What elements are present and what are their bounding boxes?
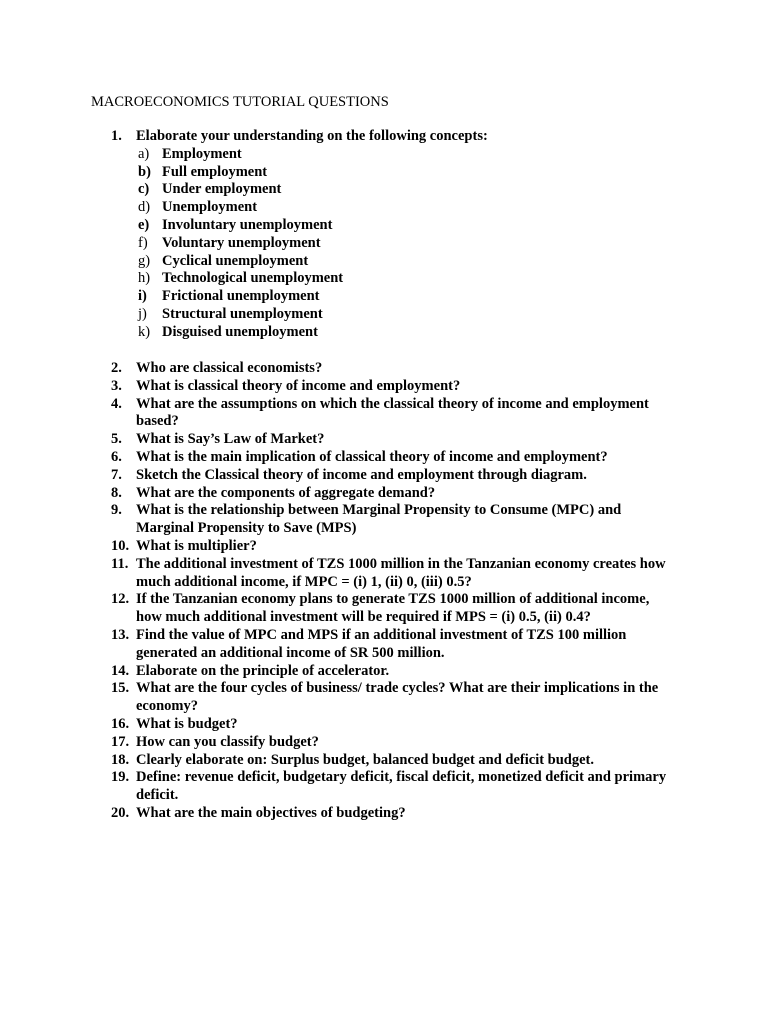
concept-letter: a) <box>138 145 150 162</box>
concept-text: Full employment <box>162 163 268 180</box>
question-number: 12. <box>111 591 130 608</box>
concept-text: Under employment <box>162 181 282 198</box>
concept-letter: h) <box>138 270 151 287</box>
concept-text: Structural unemployment <box>162 305 323 322</box>
question-item <box>111 538 711 556</box>
question-text: What is the main implication of classical theory of income and employment? <box>136 448 608 465</box>
concept-text: Frictional unemployment <box>162 288 320 305</box>
concept-item <box>138 217 711 235</box>
question-number: 2. <box>111 360 122 376</box>
concept-text: Cyclical unemployment <box>162 252 309 269</box>
question-item <box>111 663 711 681</box>
question-number: 19. <box>111 769 130 786</box>
question-item <box>111 502 711 538</box>
document-title: MACROECONOMICS TUTORIAL QUESTIONS <box>91 94 389 110</box>
question-number: 4. <box>111 395 122 412</box>
question-number: 14. <box>111 662 130 679</box>
question-text: What are the main objectives of budgeting? <box>136 804 406 821</box>
concept-item <box>138 288 711 306</box>
concept-letter: j) <box>138 305 147 322</box>
concept-item <box>138 306 711 324</box>
concept-list <box>138 146 711 342</box>
question-number: 5. <box>111 431 122 448</box>
concept-item <box>138 146 711 164</box>
concept-letter: e) <box>138 216 150 233</box>
question-number: 8. <box>111 484 122 501</box>
concept-item <box>138 253 711 271</box>
question-item <box>111 449 711 467</box>
question-text: If the Tanzanian economy plans to generate TZS 1000 million of additional income, how much additional investment will be required if MPS = (i) 0.5, (ii) 0.4? <box>136 591 650 626</box>
concept-item <box>138 164 711 182</box>
question-text: Clearly elaborate on: Surplus budget, balanced budget and deficit budget. <box>136 751 595 768</box>
question-number: 7. <box>111 466 122 483</box>
question-number: 18. <box>111 751 130 768</box>
concept-item <box>138 270 711 288</box>
question-item <box>111 805 711 823</box>
question-text: The additional investment of TZS 1000 million in the Tanzanian economy creates how much additional income, if MPC = (i) 1, (ii) 0, (iii) 0.5? <box>136 555 666 590</box>
question-number: 10. <box>111 537 130 554</box>
concept-letter: k) <box>138 323 151 340</box>
question-text: What are the components of aggregate demand? <box>136 484 436 501</box>
question-text: Elaborate your understanding on the following concepts: <box>136 128 488 144</box>
question-number: 9. <box>111 502 122 519</box>
question-text: What are the assumptions on which the classical theory of income and employment based? <box>136 395 649 430</box>
question-text: What is classical theory of income and employment? <box>136 377 461 394</box>
question-text: How can you classify budget? <box>136 733 319 750</box>
question-text: Who are classical economists? <box>136 360 323 376</box>
question-text: Define: revenue deficit, budgetary deficit, fiscal deficit, monetized deficit and primary deficit. <box>136 769 667 804</box>
question-number: 20. <box>111 804 130 821</box>
question-number: 3. <box>111 377 122 394</box>
question-item <box>111 734 711 752</box>
question-number: 15. <box>111 680 130 697</box>
question-item <box>111 556 711 592</box>
concept-letter: f) <box>138 234 148 251</box>
concept-letter: c) <box>138 181 150 198</box>
question-item <box>111 716 711 734</box>
concept-letter: g) <box>138 252 151 269</box>
concept-letter: i) <box>138 288 147 305</box>
concept-text: Voluntary unemployment <box>162 234 321 251</box>
question-text: Find the value of MPC and MPS if an additional investment of TZS 100 million generated an additional income of SR 500 million. <box>136 626 627 661</box>
question-number: 6. <box>111 448 122 465</box>
question-item <box>111 627 711 663</box>
concept-text: Disguised unemployment <box>162 323 318 340</box>
question-item <box>111 396 711 432</box>
question-list <box>111 360 711 823</box>
question-number: 11. <box>111 555 129 572</box>
question-text: Sketch the Classical theory of income and employment through diagram. <box>136 466 587 483</box>
question-item <box>111 431 711 449</box>
question-text: What is Say’s Law of Market? <box>136 431 325 448</box>
question-item <box>111 467 711 485</box>
concept-letter: b) <box>138 163 151 180</box>
concept-item <box>138 324 711 342</box>
question-text: What is budget? <box>136 715 238 732</box>
question-text: Elaborate on the principle of accelerator. <box>136 662 390 679</box>
concept-item <box>138 235 711 253</box>
concept-letter: d) <box>138 199 151 216</box>
question-item <box>111 680 711 716</box>
question-number: 1. <box>111 128 122 144</box>
question-number: 16. <box>111 715 130 732</box>
question-item <box>111 752 711 770</box>
question-1 <box>111 128 711 342</box>
question-item <box>111 769 711 805</box>
concept-text: Unemployment <box>162 199 258 216</box>
question-number: 17. <box>111 733 130 750</box>
question-text: What is the relationship between Marginal Propensity to Consume (MPC) and Marginal Propensity to Save (MPS) <box>136 502 622 537</box>
concept-item <box>138 199 711 217</box>
question-item <box>111 591 711 627</box>
concept-item <box>138 181 711 199</box>
question-item <box>111 485 711 503</box>
question-number: 13. <box>111 626 130 643</box>
concept-text: Employment <box>162 145 242 162</box>
question-item <box>111 360 711 378</box>
question-text: What are the four cycles of business/ trade cycles? What are their implications in the economy? <box>136 680 659 715</box>
concept-text: Involuntary unemployment <box>162 216 333 233</box>
concept-text: Technological unemployment <box>162 270 344 287</box>
question-item <box>111 378 711 396</box>
question-text: What is multiplier? <box>136 537 257 554</box>
